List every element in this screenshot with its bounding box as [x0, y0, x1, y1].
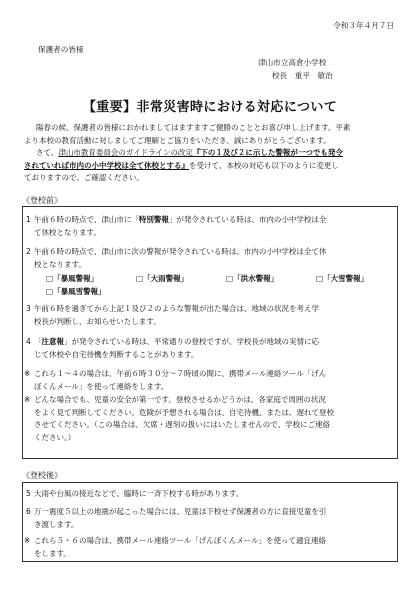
intro-line-3 — [24, 147, 396, 160]
warning-storm: □「暴風警報」 — [46, 274, 99, 283]
page-title: 【重要】非常災害時における対応について — [82, 100, 338, 115]
item6-text-a: 万一震度５以上の地震が起こった場合には、児童は下校せず保護者の方に直接児童を引 — [34, 507, 327, 516]
item-number: 4 — [26, 337, 31, 346]
item1-text-a: 午前６時の時点で、津山市に「 — [34, 215, 139, 224]
item-number: 1 — [26, 215, 31, 224]
item1-text-b: 」が発令されている時は、市内の小中学校は全 — [168, 215, 327, 224]
date: 令和３年４月７日 — [333, 21, 394, 30]
guideline-rule-text-2: されていれば市内の小中学校は全て休校とする』 — [24, 160, 189, 170]
item4-text-a: 「 — [34, 337, 42, 346]
advisory-text: 注意報 — [41, 337, 64, 346]
note1-text-a: これら１～４の場合は、午前６時３０分～７時頃の間に、携帯メール連絡ツール「げん — [34, 369, 327, 378]
before-item-1 — [26, 214, 390, 239]
note3-text-a: これら５・６の場合は、携帯メール連絡ツール「げんぼくんメール」を使って適宜連絡 — [34, 536, 327, 545]
special-warning-text: 特別警報 — [138, 215, 169, 224]
item2-text-b: 校となります。 — [34, 259, 86, 269]
item4-text-c: じて休校や自宅待機を判断することがあります。 — [34, 349, 199, 359]
after-item-5 — [26, 488, 390, 501]
after-note-3 — [24, 535, 390, 560]
school-name: 津山市立高倉小学校 — [258, 58, 327, 67]
before-item-3 — [26, 303, 390, 328]
note-mark: ※ — [24, 395, 31, 404]
guideline-rule-text: 『下の１及び２に示した警報が一つでも発令 — [192, 148, 343, 157]
note2-text-c: させてください。（この場合は、欠席・遅刻の扱いにはいたしませんので、学校にご連絡 — [34, 420, 331, 429]
recipient: 保護者の皆様 — [38, 45, 84, 54]
item1-text-c: て休校となります。 — [34, 227, 101, 237]
item4-text-b: 」が発令されている時は、平常通りの登校ですが、学校長が地域の実情に応 — [64, 337, 319, 346]
intro-line-5: ておりますので、ご確認ください。 — [24, 173, 144, 182]
note2-text-d: ください。） — [34, 432, 76, 442]
note-mark: ※ — [24, 369, 31, 378]
warning-snowstorm: □「暴風雪警報」 — [46, 287, 106, 296]
item6-text-b: き渡します。 — [34, 519, 79, 529]
section-label-before: 《登校前》 — [22, 196, 62, 205]
item-number: 2 — [26, 247, 31, 256]
intro-line-3-prefix: さて、 — [36, 148, 59, 157]
intro-line-1: 陽春の候、保護者の皆様におかれましてはますますご健勝のこととお喜び申し上げます。平素 — [36, 123, 351, 132]
note-mark: ※ — [24, 536, 31, 545]
before-item-4 — [26, 336, 390, 361]
note3-text-b: をします。 — [34, 548, 71, 558]
item3-text-b: 校長が判断し、お知らせいたします。 — [34, 316, 161, 326]
intro-line-4 — [24, 160, 396, 173]
before-note-2 — [24, 394, 390, 444]
section-label-after: 《登校後》 — [22, 471, 62, 480]
intro-line-4-suffix: を受けて、本校の対応も以下のように変更し — [189, 160, 339, 170]
intro-line-2: より本校の教育活動に対しましてご理解とご協力をいただき、誠にありがとうございます。 — [24, 135, 331, 145]
item2-text-a: 午前６時の時点で、津山市に次の警報が発令されている時は、市内の小中学校は全て休 — [34, 247, 327, 256]
note2-text-b: をよく見て判断してください。危険が予想される場合は、自宅待機、または、遅れて登校 — [34, 407, 334, 417]
item-number: 6 — [26, 507, 31, 516]
after-item-6 — [26, 506, 390, 531]
principal-name: 校長 重平 敏治 — [272, 71, 333, 80]
item3-text-a: 午前６時を過ぎてから上記１及び２のような警報が出た場合は、地域の状況を考え学 — [34, 304, 319, 313]
item-number: 5 — [26, 489, 31, 498]
before-note-1 — [24, 368, 390, 393]
guideline-revision-text: 津山市教育委員会のガイドラインの改定 — [58, 148, 193, 157]
intro-paragraph — [24, 122, 396, 185]
note2-text-a: どんな場合でも、児童の安全が第一です。登校させるかどうかは、各家庭で周囲の状況 — [34, 395, 326, 404]
warning-flood: □「洪水警報」 — [226, 274, 279, 283]
item-number: 3 — [26, 304, 31, 313]
item5-text: 大雨や台風の接近などで、臨時に一斉下校する時があります。 — [34, 489, 244, 498]
warning-heavy-snow: □「大雪警報」 — [316, 274, 369, 283]
before-item-2 — [26, 246, 390, 271]
warning-heavy-rain: □「大雨警報」 — [136, 274, 189, 283]
note1-text-b: ぼくんメール」を使って連絡をします。 — [34, 381, 169, 391]
